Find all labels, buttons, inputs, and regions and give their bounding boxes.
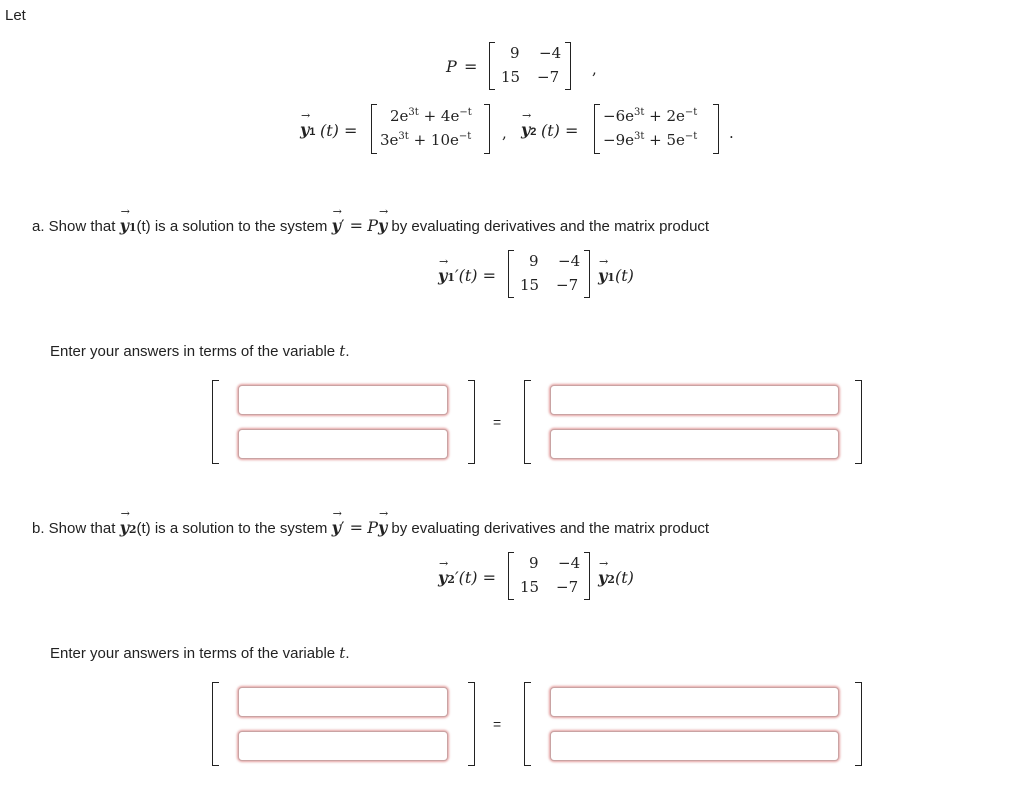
part-b-lhs-bracket-left xyxy=(212,682,219,766)
part-b-lhs-bracket-right xyxy=(468,682,475,766)
part-b-rhs-bracket-right xyxy=(855,682,862,766)
matrix-p-name: P xyxy=(446,57,457,76)
matrix-p-a21: 15 xyxy=(501,68,521,86)
part-b-eq-lhs: → y2′(t) = xyxy=(438,568,496,588)
part-a-rhs-bracket-right xyxy=(855,380,862,464)
part-a-lhs-top-input[interactable] xyxy=(238,385,448,415)
part-b-lhs-bottom-input[interactable] xyxy=(238,731,448,761)
part-a-lhs-bracket-right xyxy=(468,380,475,464)
y1-comma: , xyxy=(502,124,507,142)
part-a-equals: = xyxy=(493,414,502,430)
y1-row2: $3e^{3t} + 10e^{-t}$ xyxy=(380,131,472,149)
part-a-lhs-bracket-left xyxy=(212,380,219,464)
matrix-p-equals: = xyxy=(464,57,478,76)
matrix-p xyxy=(489,42,571,90)
bracket-right xyxy=(565,42,571,90)
part-b-lhs-top-input[interactable] xyxy=(238,687,448,717)
part-b-rhs-top-input[interactable] xyxy=(550,687,839,717)
matrix-p-comma: , xyxy=(592,60,597,78)
part-b-matrix: 9 −4 15 −7 xyxy=(508,552,590,600)
matrix-p-a11: 9 xyxy=(510,44,520,62)
part-b-rhs-bracket-left xyxy=(524,682,531,766)
let-label: Let xyxy=(5,7,26,24)
part-a-rhs-bracket-left xyxy=(524,380,531,464)
y2-period: . xyxy=(729,124,734,142)
part-a-lhs-bottom-input[interactable] xyxy=(238,429,448,459)
matrix-p-a22: −7 xyxy=(537,68,560,86)
part-b-equals: = xyxy=(493,716,502,732)
y2-lhs: (t) = xyxy=(541,121,579,140)
part-b-rhs-bottom-input[interactable] xyxy=(550,731,839,761)
bracket-left xyxy=(489,42,495,90)
part-b-instruction: Enter your answers in terms of the variable t. xyxy=(50,644,350,662)
y1-vector xyxy=(371,104,490,154)
part-a-matrix: 9 −4 15 −7 xyxy=(508,250,590,298)
part-a-rhs-top-input[interactable] xyxy=(550,385,839,415)
part-b-prompt: b. Show that → y2(t) is a solution to the system → y′ = P→ y by evaluating derivatives and the matrix product xyxy=(32,518,709,537)
y2-row2: $-9e^{3t} + 5e^{-t}$ xyxy=(603,131,698,149)
part-a-eq-rhs: → y1(t) xyxy=(598,266,634,286)
y2-row1: $-6e^{3t} + 2e^{-t}$ xyxy=(603,107,698,125)
y1-lhs: (t) = xyxy=(320,121,358,140)
matrix-p-a12: −4 xyxy=(539,44,562,62)
part-a-eq-lhs: → y1′(t) = xyxy=(438,266,496,286)
part-a-prompt: a. Show that → y1(t) is a solution to the system → y′ = P→ y by evaluating derivatives and the matrix product xyxy=(32,216,709,235)
part-a-rhs-bottom-input[interactable] xyxy=(550,429,839,459)
y2-symbol: → y2 xyxy=(521,120,536,140)
y1-row1: $2e^{3t} + 4e^{-t}$ xyxy=(390,107,472,125)
part-b-eq-rhs: → y2(t) xyxy=(598,568,634,588)
part-a-instruction: Enter your answers in terms of the variable t. xyxy=(50,342,350,360)
y1-symbol: → y1 xyxy=(300,120,315,140)
y2-vector xyxy=(594,104,719,154)
